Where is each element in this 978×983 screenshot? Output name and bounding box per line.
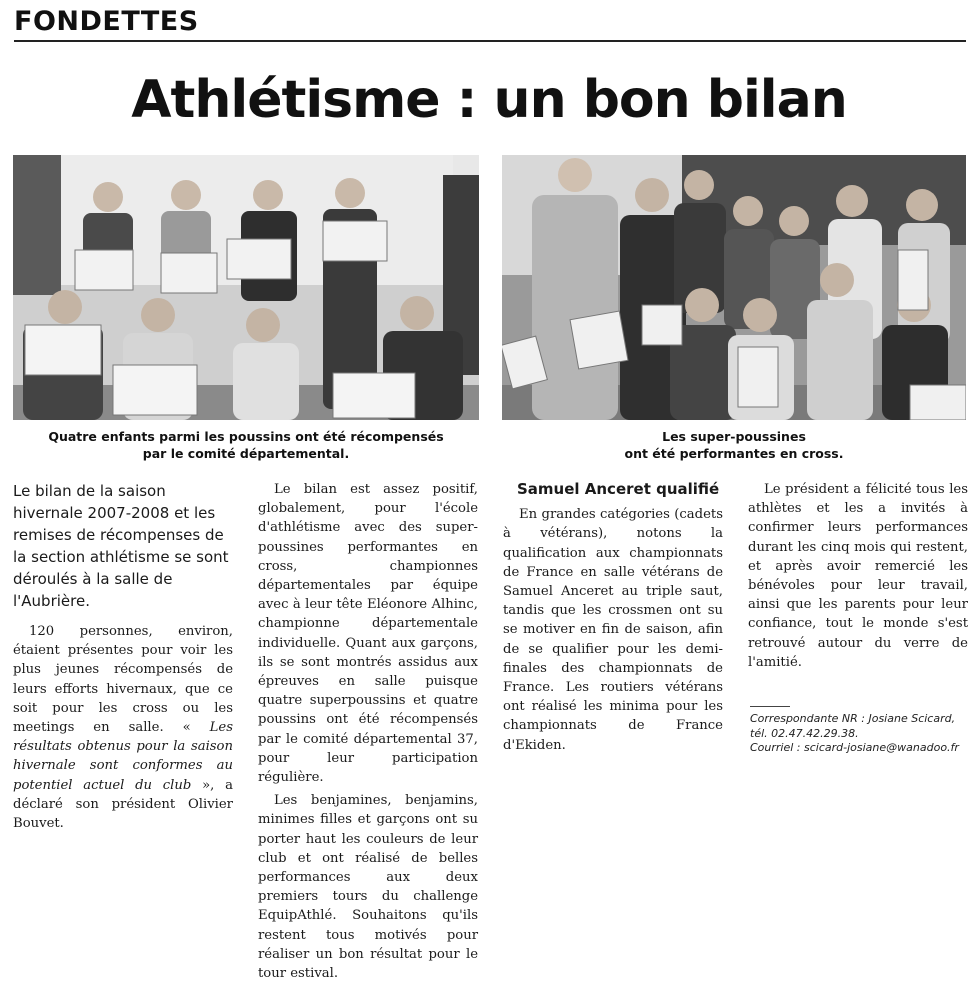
caption-right-line-2: ont été performantes en cross. [624,446,844,461]
article-column-1 [13,480,233,833]
article-paragraph-1 [13,622,233,833]
signature-line-2: tél. 02.47.42.29.38. [750,726,859,740]
article-paragraph-2: Le bilan est assez positif, globalement, pour l'école d'athlétisme avec des super-poussines performantes en cross, championnes départementales par équipe avec à leur tête Eléonore Alhinc, championne départementale individuelle. Quant aux garçons, ils se sont montrés assidus aux épreuves en salle puisque quatre superpoussins et quatre poussins ont été récompensés par le comité départemental 37, pour leur participation régulière. [258,482,478,786]
photo-poussins-image [13,155,479,420]
signature-line-3: Courriel : scicard-josiane@wanadoo.fr [750,741,959,754]
article-lead: Le bilan de la saison hivernale 2007-2008 et les remises de récompenses de la section athlétisme se sont déroulés à la salle de l'Aubrière. [13,482,229,610]
article-paragraph-3: Les benjamines, benjamins, minimes filles et garçons ont su porter haut les couleurs de leur club et ont réalisé de belles performances aux deux premiers tours du challenge EquipAthlé. Souhaitons qu'ils restent tous motivés pour réaliser un bon résultat pour le tour estival. [258,793,478,982]
section-label: FONDETTES [14,6,199,37]
paragraph-1-text: 120 personnes, environ, étaient présentes pour voir les plus jeunes récompensés de leurs efforts hivernaux, que ce soit pour les cross ou les meetings en salle. « [13,624,233,736]
president-quote: Les résultats obtenus pour la saison hivernale sont conformes au potentiel actuel du club [13,720,233,793]
article-column-3 [503,480,723,755]
paragraph-1-end: », a déclaré son président Olivier Bouvet. [13,777,233,832]
photo-caption-right [502,428,966,462]
article-column-4 [748,480,968,672]
article-paragraph-5: Le président a félicité tous les athlètes et les a invités à confirmer leurs performances durant les cinq mois qui restent, et après avoir remercié les bénévoles pour leur travail, ainsi que les parents pour leur confiance, tout le monde s'est retrouvé autour du verre de l'amitié. [748,482,968,670]
photo-super-poussines [502,155,966,420]
article-headline: Athlétisme : un bon bilan [131,70,847,130]
photo-caption-left [13,428,479,462]
article-paragraph-4: En grandes catégories (cadets à vétérans), notons la qualification aux championnats de France en salle vétérans de Samuel Anceret au triple saut, tandis que les crossmen ont su se motiver en fin de saison, afin de se qualifier pour les demi-finales des championnats de France. Les routiers vétérans ont réalisé les minima pour les championnats de France d'Ekiden. [503,507,723,753]
photo-poussins [13,155,479,420]
signature-divider [750,706,790,707]
photo-super-poussines-image [502,155,966,420]
signature-line-1: Correspondante NR : Josiane Scicard, [750,712,956,725]
caption-left-line-1: Quatre enfants parmi les poussins ont été récompensés [48,429,444,444]
article-subhead: Samuel Anceret qualifié [517,480,720,498]
caption-left-line-2: par le comité départemental. [142,446,350,461]
article-column-2 [258,480,478,983]
correspondent-signature [750,712,970,756]
section-divider [14,40,966,42]
caption-right-line-1: Les super-poussines [662,429,806,444]
